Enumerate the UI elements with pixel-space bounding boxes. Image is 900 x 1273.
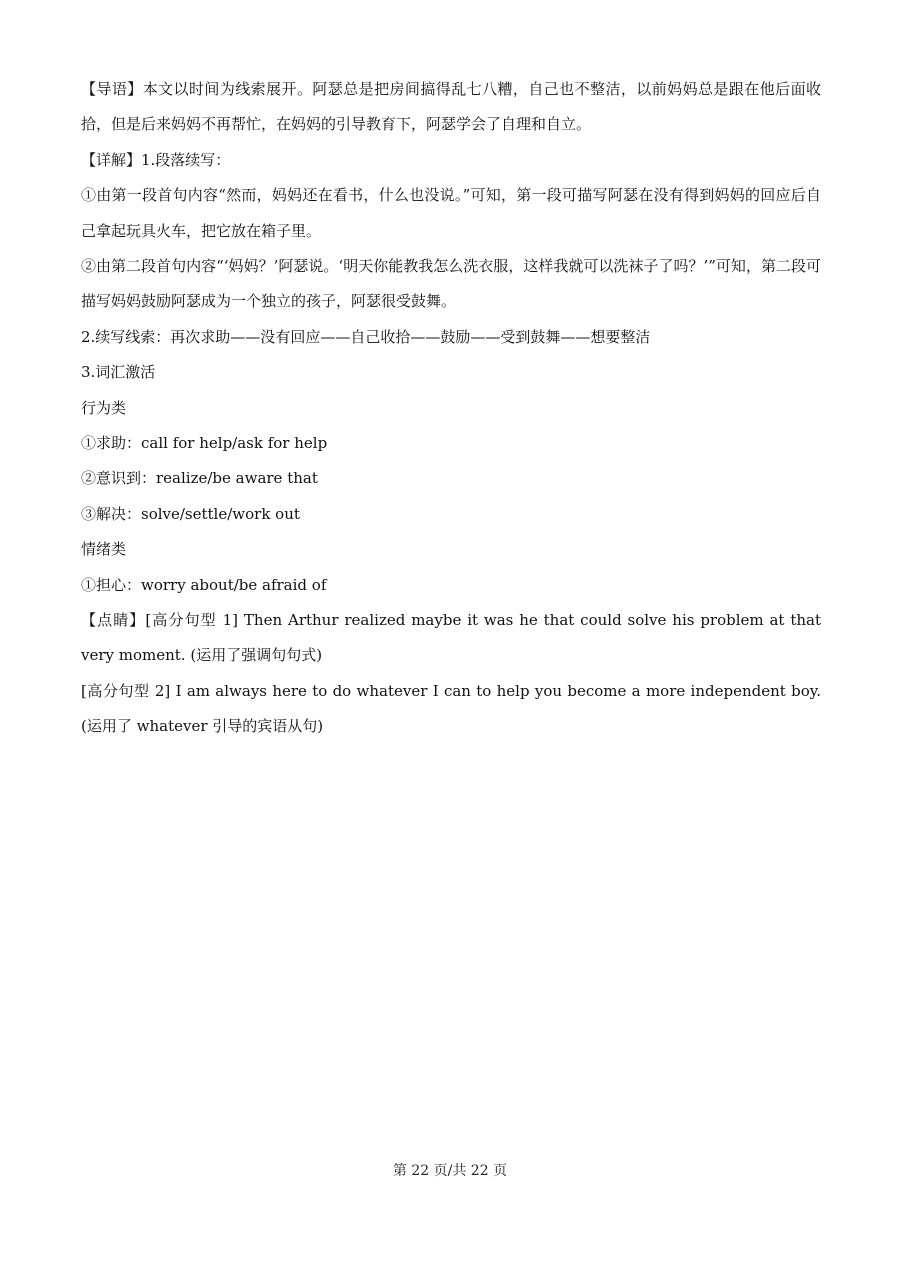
behavior-item: ②意识到：realize/be aware that	[81, 469, 318, 488]
emotion-item: ①担心：worry about/be afraid of	[81, 575, 327, 594]
document-body	[81, 72, 821, 745]
behavior-heading: 行为类	[81, 398, 127, 417]
guide-paragraph: 【导语】本文以时间为线索展开。阿瑟总是把房间搞得乱七八糟，自己也不整洁，以前妈妈总是跟在他后面收拾，但是后来妈妈不再帮忙，在妈妈的引导教育下，阿瑟学会了自理和自立。	[81, 80, 821, 134]
vocab-heading: 3.词汇激活	[81, 363, 156, 382]
highlight-sentence-1: 【点睛】[高分句型 1] Then Arthur realized maybe it was he that could solve his problem at that very moment. (运用了强调句句式)	[81, 610, 821, 665]
page-footer: 第 22 页/共 22 页	[392, 1163, 508, 1179]
detail-paragraph-2: ②由第二段首句内容“‘妈妈？’阿瑟说。‘明天你能教我怎么洗衣服，这样我就可以洗袜子了吗？’”可知，第二段可描写妈妈鼓励阿瑟成为一个独立的孩子，阿瑟很受鼓舞。	[81, 257, 821, 311]
emotion-heading: 情绪类	[81, 540, 127, 559]
detail-heading: 【详解】1.段落续写：	[81, 150, 231, 169]
behavior-item: ①求助：call for help/ask for help	[81, 434, 328, 452]
writing-clues: 2.续写线索：再次求助——没有回应——自己收拾——鼓励——受到鼓舞——想要整洁	[81, 327, 651, 346]
behavior-item: ③解决：solve/settle/work out	[81, 504, 300, 523]
highlight-sentence-2: [高分句型 2] I am always here to do whatever I can to help you become a more independent boy. (运用了 whatever 引导的宾语从句)	[81, 681, 821, 736]
detail-paragraph-1: ①由第一段首句内容“然而，妈妈还在看书，什么也没说。”可知，第一段可描写阿瑟在没有得到妈妈的回应后自己拿起玩具火车，把它放在箱子里。	[81, 186, 821, 240]
